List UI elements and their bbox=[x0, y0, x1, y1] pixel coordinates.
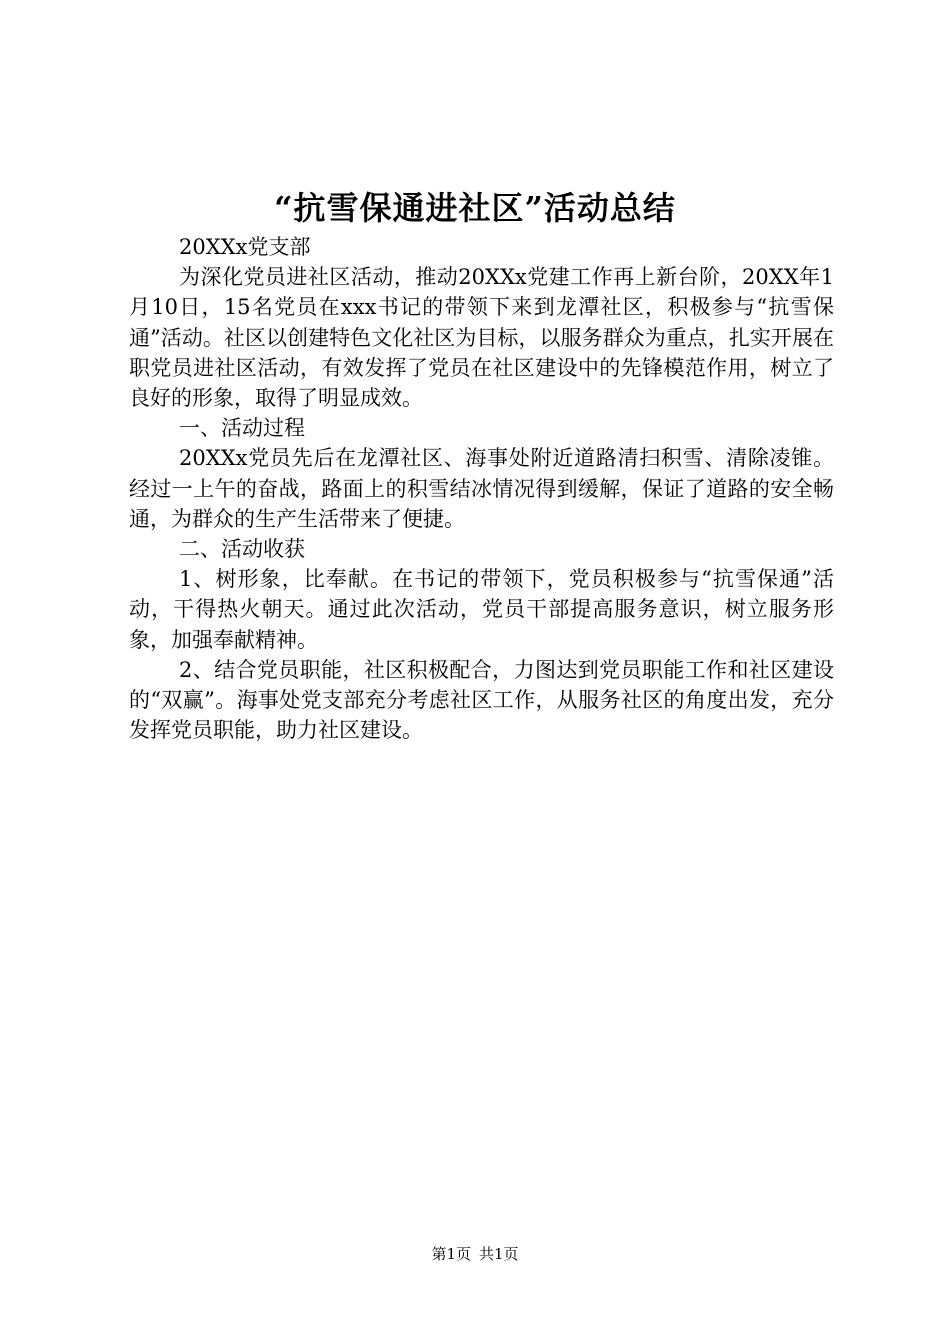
page-number: 第1页 bbox=[431, 1245, 471, 1263]
paragraph-author: 20XXx党支部 bbox=[179, 235, 311, 259]
paragraph-intro: 为深化党员进社区活动，推动20XXx党建工作再上新台阶，20XX年1月10日，15名党员在xxx书记的带领下来到龙潭社区，积极参与“抗雪保通”活动。社区以创建特色文化社区为目标，以服务群众为重点，扎实开展在职党员进社区活动，有效发挥了党员在社区建设中的先锋模范作用，树立了良好的形象，取得了明显成效。 bbox=[129, 265, 834, 411]
document-body bbox=[129, 232, 834, 745]
page-total: 共1页 bbox=[479, 1245, 519, 1263]
section-heading-process: 一、活动过程 bbox=[179, 416, 305, 441]
section-heading-results: 二、活动收获 bbox=[179, 537, 305, 562]
paragraph-process: 20XXx党员先后在龙潭社区、海事处附近道路清扫积雪、清除凌锥。经过一上午的奋战，路面上的积雪结冰情况得到缓解，保证了道路的安全畅通，为群众的生产生活带来了便捷。 bbox=[129, 446, 834, 531]
paragraph-result-2: 2、结合党员职能，社区积极配合，力图达到党员职能工作和社区建设的“双赢”。海事处党支部充分考虑社区工作，从服务社区的角度出发，充分发挥党员职能，助力社区建设。 bbox=[129, 657, 834, 743]
page-footer bbox=[0, 1244, 950, 1264]
document-title: “抗雪保通进社区”活动总结 bbox=[274, 189, 676, 227]
paragraph-result-1: 1、树形象，比奉献。在书记的带领下，党员积极参与“抗雪保通”活动，干得热火朝天。通过此次活动，党员干部提高服务意识，树立服务形象，加强奉献精神。 bbox=[129, 567, 834, 652]
